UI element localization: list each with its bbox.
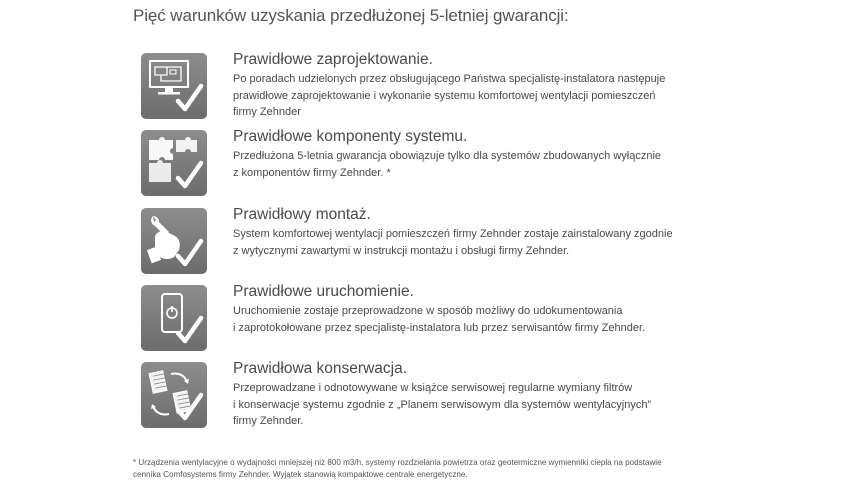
puzzle-icon <box>141 130 207 196</box>
item-title-installation: Prawidłowy montaż. <box>233 206 371 223</box>
item-description-maintenance: Przeprowadzane i odnotowywane w książce serwisowej regularne wymiany filtrów i konserwacje systemu zgodnie z „Planem serwisowym dla systemów wentylacyjnych” firmy Zehnder. <box>233 382 652 427</box>
item-title-design: Prawidłowe zaprojektowanie. <box>233 51 433 68</box>
condition-item-installation <box>141 208 761 278</box>
item-description-components: Przedłużona 5-letnia gwarancja obowiązuje tylko dla systemów zbudowanych wyłącznie z komponentów firmy Zehnder. * <box>233 150 662 179</box>
filter-exchange-icon <box>141 362 207 428</box>
item-title-maintenance: Prawidłowa konserwacja. <box>233 360 408 377</box>
item-description-startup: Uruchomienie zostaje przeprowadzone w sposób możliwy do udokumentowania i zaprotokołowane przez specjalistę-instalatora lub przez serwisantów firmy Zehnder. <box>233 305 646 334</box>
condition-item-design <box>141 53 761 123</box>
item-title-startup: Prawidłowe uruchomienie. <box>233 283 414 300</box>
power-switch-icon <box>141 285 207 351</box>
condition-item-components <box>141 130 761 200</box>
item-title-components: Prawidłowe komponenty systemu. <box>233 128 468 145</box>
page-title: Pięć warunków uzyskania przedłużonej 5-letniej gwarancji: <box>133 6 569 25</box>
item-description-design: Po poradach udzielonych przez obsługującego Państwa specjalistę-instalatora następuje prawidłowe zaprojektowanie i wykonanie systemu komfortowej wentylacji pomieszczeń firmy Zehnder <box>233 73 666 118</box>
item-description-installation: System komfortowej wentylacji pomieszczeń firmy Zehnder zostaje zainstalowany zgodnie z wytycznymi zawartymi w instrukcji montażu i obsługi firmy Zehnder. <box>233 228 673 257</box>
condition-item-maintenance <box>141 362 761 432</box>
condition-item-startup <box>141 285 761 355</box>
footnote: * Urządzenia wentylacyjne o wydajności mniejszej niż 800 m3/h, systemy rozdzielania powietrza oraz geotermiczne wymienniki ciepła na podstawie cennika Comfosystems firmy Zehnder. Wyjątek stanowią kompaktowe centrale energetyczne. <box>133 458 662 479</box>
wrench-hand-icon <box>141 208 207 274</box>
computer-design-icon <box>141 53 207 119</box>
